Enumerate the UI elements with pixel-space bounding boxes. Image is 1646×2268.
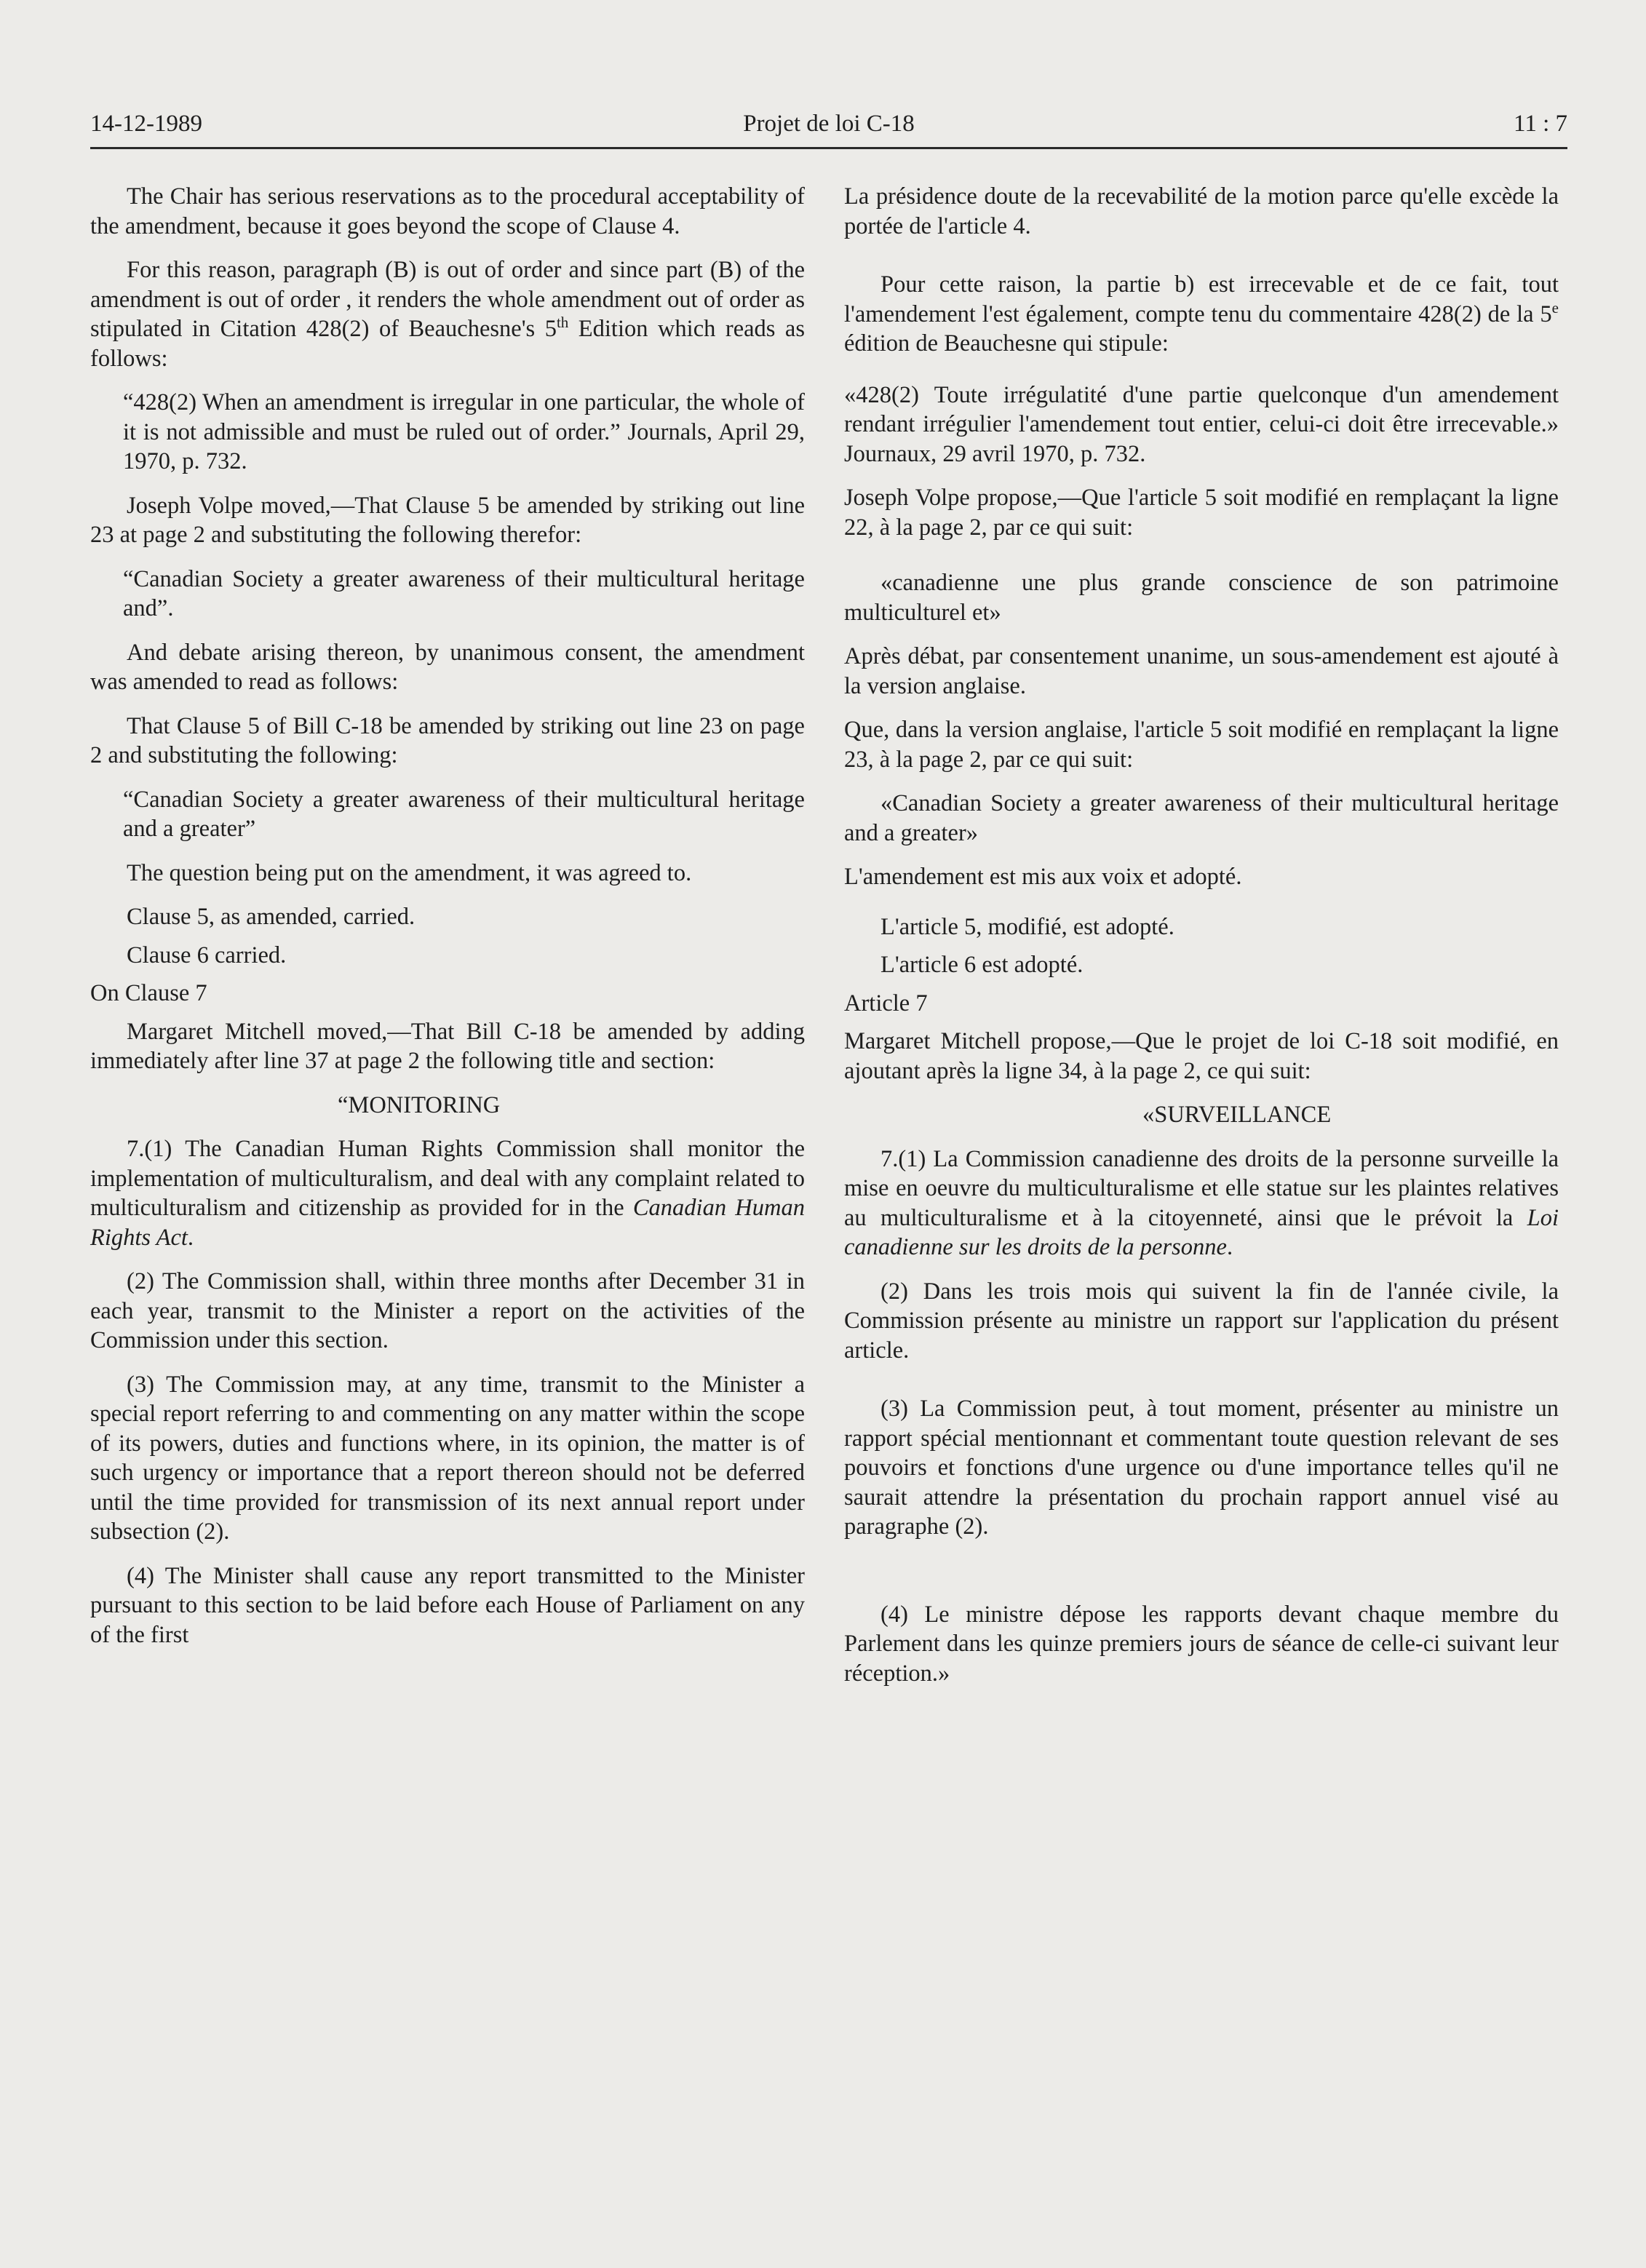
section-title: “MONITORING [338, 1091, 501, 1118]
paragraph: Joseph Volpe propose,—Que l'article 5 soit modifié en remplaçant la ligne 22, à la page 2, par ce qui suit: [844, 485, 1559, 541]
quotation: “Canadian Society a greater awareness of their multicultural heritage and”. [123, 565, 805, 621]
quotation: «428(2) Toute irrégulatité d'une partie quelconque d'un amendement rendant irrégulier l'amendement tout entier, celui-ci doit être irrecevable.» Journaux, 29 avril 1970, p. 732. [844, 381, 1559, 467]
paragraph: L'article 5, modifié, est adopté. [880, 913, 1174, 940]
section-title: «SURVEILLANCE [1142, 1102, 1332, 1128]
paragraph: 7.(1) La Commission canadienne des droits de la personne surveille la mise en oeuvre du multiculturalisme et elle statue sur les plaintes relatives au multiculturalisme et à la citoyenneté, ainsi que le prévoit la Loi canadienne sur les droits de la personne. [844, 1145, 1559, 1260]
paragraph: Que, dans la version anglaise, l'article 5 soit modifié en remplaçant la ligne 23, à la page 2, par ce qui suit: [844, 717, 1559, 773]
page-header [90, 109, 1567, 149]
paragraph: (2) The Commission shall, within three months after December 31 in each year, transmit to the Minister a report on the activities of the Commission under this section. [90, 1268, 805, 1353]
paragraph: 7.(1) The Canadian Human Rights Commission shall monitor the implementation of multiculturalism, and deal with any complaint related to multiculturalism and citizenship as provided for in the Canadian Human Rights Act. [90, 1136, 805, 1251]
paragraph: Margaret Mitchell moved,—That Bill C-18 be amended by adding immediately after line 37 at page 2 the following title and section: [90, 1018, 805, 1074]
clause-heading: On Clause 7 [90, 980, 207, 1006]
paragraph: Clause 6 carried. [127, 942, 287, 968]
paragraph: L'amendement est mis aux voix et adopté. [844, 864, 1242, 890]
paragraph: Après débat, par consentement unanime, un sous-amendement est ajouté à la version anglaise. [844, 643, 1559, 699]
paragraph: Pour cette raison, la partie b) est irrecevable et de ce fait, tout l'amendement l'est également, compte tenu du commentaire 428(2) de la 5e édition de Beauchesne qui stipule: [844, 271, 1559, 357]
paragraph: Clause 5, as amended, carried. [127, 904, 416, 930]
header-page-number: 11 : 7 [1514, 111, 1567, 137]
paragraph: (4) The Minister shall cause any report transmitted to the Minister pursuant to this section to be laid before each House of Parliament on any of the first [90, 1562, 805, 1648]
quotation: “Canadian Society a greater awareness of their multicultural heritage and a greater” [123, 786, 805, 842]
paragraph: Margaret Mitchell propose,—Que le projet de loi C-18 soit modifié, en ajoutant après la ligne 34, à la page 2, ce qui suit: [844, 1028, 1559, 1084]
paragraph: (2) Dans les trois mois qui suivent la fin de l'année civile, la Commission présente au ministre un rapport sur l'application du présent article. [844, 1278, 1559, 1364]
paragraph: (4) Le ministre dépose les rapports devant chaque membre du Parlement dans les quinze premiers jours de séance de celle-ci suivant leur réception.» [844, 1601, 1559, 1687]
quotation: “428(2) When an amendment is irregular in one particular, the whole of it is not admissible and must be ruled out of order.” Journals, April 29, 1970, p. 732. [123, 389, 805, 474]
english-column [90, 182, 805, 1664]
paragraph: And debate arising thereon, by unanimous consent, the amendment was amended to read as follows: [90, 639, 805, 695]
paragraph: (3) The Commission may, at any time, transmit to the Minister a special report referring to and commenting on any matter within the scope of its powers, duties and functions where, in its opinion, the matter is of such urgency or importance that a report thereon should not be deferred until the time provided for transmission of its next annual report under subsection (2). [90, 1371, 805, 1545]
paragraph: That Clause 5 of Bill C-18 be amended by striking out line 23 on page 2 and substituting the following: [90, 712, 805, 768]
paragraph: For this reason, paragraph (B) is out of order and since part (B) of the amendment is out of order , it renders the whole amendment out of order as stipulated in Citation 428(2) of Beauchesne's 5th Edition which reads as follows: [90, 257, 805, 372]
paragraph: La présidence doute de la recevabilité de la motion parce qu'elle excède la portée de l'article 4. [844, 183, 1559, 239]
clause-heading: Article 7 [844, 990, 928, 1016]
paragraph: The Chair has serious reservations as to the procedural acceptability of the amendment, because it goes beyond the scope of Clause 4. [90, 183, 805, 239]
quotation: «canadienne une plus grande conscience de son patrimoine multiculturel et» [844, 570, 1559, 626]
paragraph: The question being put on the amendment, it was agreed to. [127, 859, 692, 886]
paragraph: Joseph Volpe moved,—That Clause 5 be amended by striking out line 23 at page 2 and substituting the following therefor: [90, 492, 805, 548]
french-column [844, 182, 1559, 1703]
header-date: 14-12-1989 [90, 111, 202, 137]
header-title: Projet de loi C-18 [743, 111, 915, 137]
paragraph: L'article 6 est adopté. [880, 952, 1084, 978]
quotation: «Canadian Society a greater awareness of their multicultural heritage and a greater» [844, 790, 1559, 846]
paragraph: (3) La Commission peut, à tout moment, présenter au ministre un rapport spécial mentionnant et commentant toute question relevant de ses pouvoirs et fonctions d'une urgence ou d'une importance telles qu'il ne saurait attendre la présentation du prochain rapport annuel visé au paragraphe (2). [844, 1396, 1559, 1540]
